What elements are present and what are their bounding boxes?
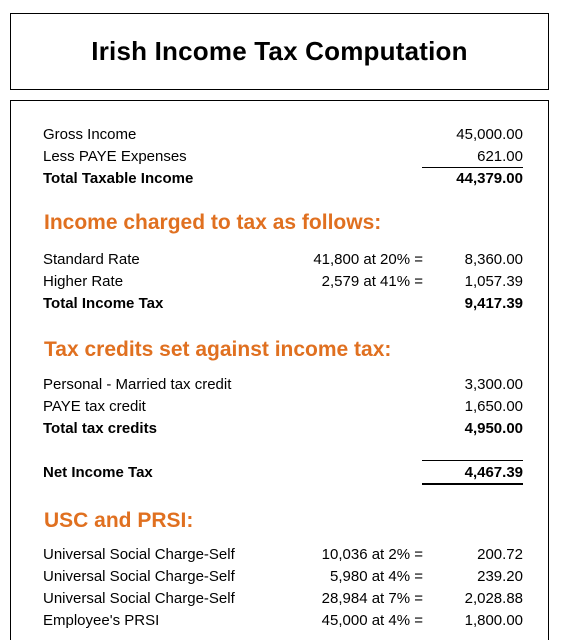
net-income-tax-amount: 4,467.39 bbox=[464, 464, 523, 481]
net-income-tax-label: Net Income Tax bbox=[43, 464, 153, 481]
gross-income-amount: 45,000.00 bbox=[456, 126, 523, 143]
total-taxable-income-amount: 44,379.00 bbox=[456, 170, 523, 187]
prsi-label: Employee's PRSI bbox=[43, 612, 160, 629]
paye-expenses-label: Less PAYE Expenses bbox=[43, 148, 187, 165]
higher-rate-row bbox=[43, 271, 523, 293]
total-income-tax-label: Total Income Tax bbox=[43, 295, 164, 312]
paye-credit-row bbox=[43, 396, 523, 418]
prsi-calc: 45,000 at 4% = bbox=[321, 612, 423, 629]
standard-rate-row bbox=[43, 249, 523, 271]
paye-credit-amount: 1,650.00 bbox=[464, 398, 523, 415]
paye-expenses-row bbox=[43, 146, 523, 168]
usc-prsi-heading: USC and PRSI: bbox=[44, 509, 194, 532]
income-charged-heading: Income charged to tax as follows: bbox=[44, 211, 382, 234]
usc-calc: 5,980 at 4% = bbox=[330, 568, 423, 585]
standard-rate-calc: 41,800 at 20% = bbox=[313, 251, 423, 268]
paye-expenses-amount: 621.00 bbox=[477, 148, 523, 165]
usc-amount: 2,028.88 bbox=[464, 590, 523, 607]
higher-rate-amount: 1,057.39 bbox=[464, 273, 523, 290]
usc-amount: 200.72 bbox=[477, 546, 523, 563]
personal-credit-row bbox=[43, 374, 523, 396]
usc-amount: 239.20 bbox=[477, 568, 523, 585]
usc-calc: 28,984 at 7% = bbox=[321, 590, 423, 607]
net-income-tax-row bbox=[43, 462, 523, 484]
usc-row bbox=[43, 544, 523, 566]
total-income-tax-amount: 9,417.39 bbox=[464, 295, 523, 312]
higher-rate-calc: 2,579 at 41% = bbox=[321, 273, 423, 290]
paye-credit-label: PAYE tax credit bbox=[43, 398, 146, 415]
standard-rate-amount: 8,360.00 bbox=[464, 251, 523, 268]
total-credits-label: Total tax credits bbox=[43, 420, 157, 437]
higher-rate-label: Higher Rate bbox=[43, 273, 124, 290]
usc-calc: 10,036 at 2% = bbox=[321, 546, 423, 563]
computation-panel bbox=[10, 100, 549, 640]
usc-label: Universal Social Charge-Self bbox=[43, 568, 235, 585]
usc-label: Universal Social Charge-Self bbox=[43, 590, 235, 607]
total-taxable-income-row bbox=[43, 168, 523, 190]
gross-income-label: Gross Income bbox=[43, 126, 137, 143]
total-taxable-income-label: Total Taxable Income bbox=[43, 170, 194, 187]
title-box bbox=[10, 13, 549, 90]
standard-rate-label: Standard Rate bbox=[43, 251, 140, 268]
personal-credit-label: Personal - Married tax credit bbox=[43, 376, 232, 393]
personal-credit-amount: 3,300.00 bbox=[464, 376, 523, 393]
total-income-tax-row bbox=[43, 293, 523, 315]
total-credits-amount: 4,950.00 bbox=[464, 420, 523, 437]
usc-label: Universal Social Charge-Self bbox=[43, 546, 235, 563]
prsi-amount: 1,800.00 bbox=[464, 612, 523, 629]
total-credits-row bbox=[43, 418, 523, 440]
gross-income-row bbox=[43, 124, 523, 146]
usc-row bbox=[43, 566, 523, 588]
prsi-row bbox=[43, 610, 523, 632]
tax-credits-heading: Tax credits set against income tax: bbox=[44, 338, 392, 361]
net-tax-top-rule bbox=[422, 460, 523, 461]
page-title: Irish Income Tax Computation bbox=[91, 36, 468, 66]
net-tax-bottom-rule bbox=[422, 483, 523, 485]
usc-row bbox=[43, 588, 523, 610]
